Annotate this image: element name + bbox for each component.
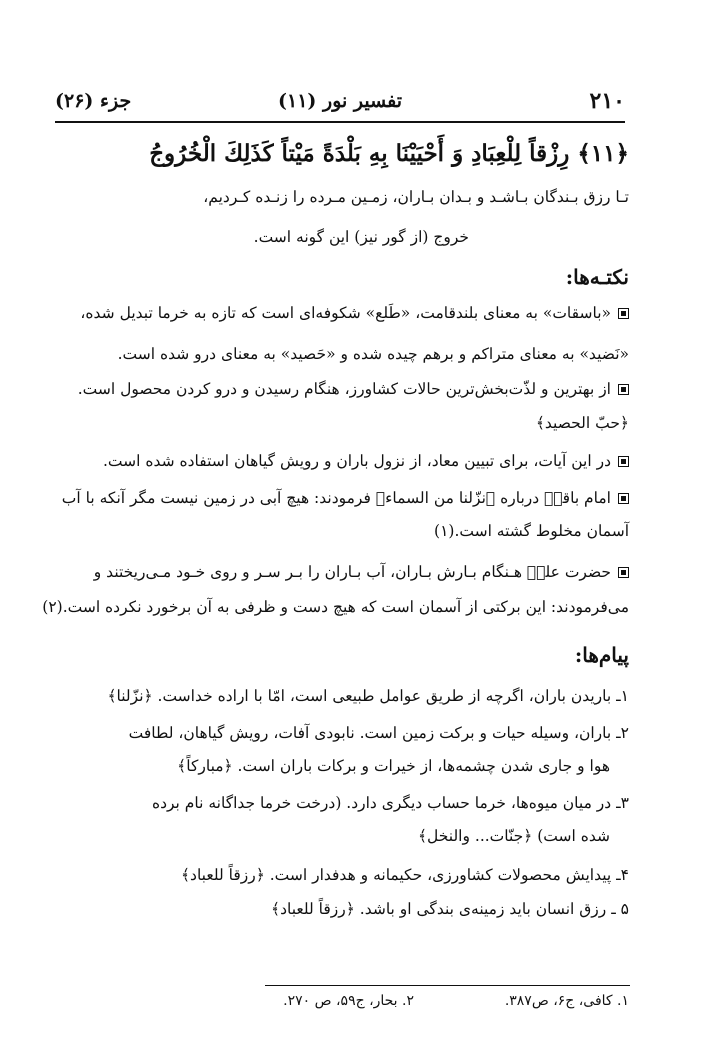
message-2-line-1: ۲ـ باران، وسيله حيات و بركت زمين است. نابودى آفات، رويش گياهان، لطافت [128, 724, 629, 742]
note-4-line-2: آسمان مخلوط گشته است.(۱) [434, 522, 629, 540]
message-3-line-1: ۳ـ در ميان ميوه‌ها، خرما حساب ديگرى دارد. (درخت خرما جداگانه نام برده [151, 794, 629, 812]
note-text: امام باقرؑ درباره ﴿نزّلنا من السماء﴾ فرمودند: هيچ آبى در زمين نيست مگر آنكه با آب [61, 489, 611, 507]
note-text: «باسقات» به معناى بلندقامت، «طَلع» شكوفه‌اى است كه تازه به خرما تبديل شده، [80, 304, 611, 322]
note-5-line-2: مى‌فرمودند: اين بركتى از آسمان است كه هيچ دست و ظرفى به آن برخورد نكرده است.(۲) [42, 598, 629, 616]
footnote-2: ۲. بحار، ج۵۹، ص ۲۷۰. [283, 993, 414, 1009]
translation-line-1: تـا رزق بـندگان بـاشـد و بـدان بـاران، زمـين مـرده را زنـده كـرديم، [203, 188, 629, 206]
translation-line-2: خروج (از گور نيز) اين گونه است. [253, 228, 469, 246]
note-1-line-1 [80, 304, 629, 322]
note-1-line-2: «نَضيد» به معناى متراكم و برهم چيده شده و «حَصيد» به معناى درو شده است. [117, 345, 629, 363]
message-1-line-1: ۱ـ باريدن باران، اگرچه از طريق عوامل طبيعى است، امّا با اراده خداست. ﴿نزّلنا﴾ [107, 687, 629, 705]
quran-verse: ﴿۱۱﴾ رِزْقاً لِلْعِبَادِ وَ أَحْيَيْنَا بِهِ بَلْدَةً مَيْتاً كَذَلِكَ الْخُرُوجُ [149, 140, 629, 167]
note-text: از بهترين و لذّت‌بخش‌ترين حالات كشاورز، هنگام رسيدن و درو كردن محصول است. [77, 380, 611, 398]
header-rule [55, 121, 625, 123]
note-3-line-1 [103, 452, 629, 470]
book-title: تفسیر نور (۱۱) [278, 90, 402, 112]
notes-heading: نكتـه‌ها: [565, 265, 629, 289]
message-4-line-1: ۴ـ پيدايش محصولات كشاورزى، حكيمانه و هدفدار است. ﴿رزقاً للعباد﴾ [180, 866, 629, 884]
bullet-square-icon [618, 308, 629, 319]
bullet-square-icon [618, 456, 629, 467]
messages-heading: پيام‌ها: [574, 643, 629, 667]
note-text: در اين آيات، براى تبيين معاد، از نزول باران و رويش گياهان استفاده شده است. [102, 452, 611, 470]
message-2-line-2: هوا و جارى شدن چشمه‌ها، از خيرات و بركات باران است. ﴿مباركاً﴾ [177, 757, 610, 775]
note-text: حضرت علىؑ هـنگام بـارش بـاران، آب بـاران را بـر سـر و روى خـود مـى‌ريختند و [93, 563, 611, 581]
message-3-line-2: شده است) ﴿جنّات... والنخل﴾ [417, 827, 610, 845]
note-2-line-2: ﴿حبّ الحصيد﴾ [535, 414, 629, 432]
bullet-square-icon [618, 567, 629, 578]
page-number: ۲۱۰ [589, 88, 625, 114]
juz-number: جزء (۲۶) [55, 90, 132, 112]
footnote-1: ۱. كافى، ج۶، ص۳۸۷. [504, 993, 629, 1009]
footnote-rule [265, 985, 630, 986]
note-4-line-1 [62, 489, 629, 507]
bullet-square-icon [618, 493, 629, 504]
note-2-line-1 [78, 380, 629, 398]
note-5-line-1 [94, 563, 629, 581]
bullet-square-icon [618, 384, 629, 395]
message-5-line-1: ۵ ـ رزق انسان بايد زمينه‌ى بندگى او باشد. ﴿رزقاً للعباد﴾ [271, 900, 629, 918]
page-header [55, 88, 625, 122]
